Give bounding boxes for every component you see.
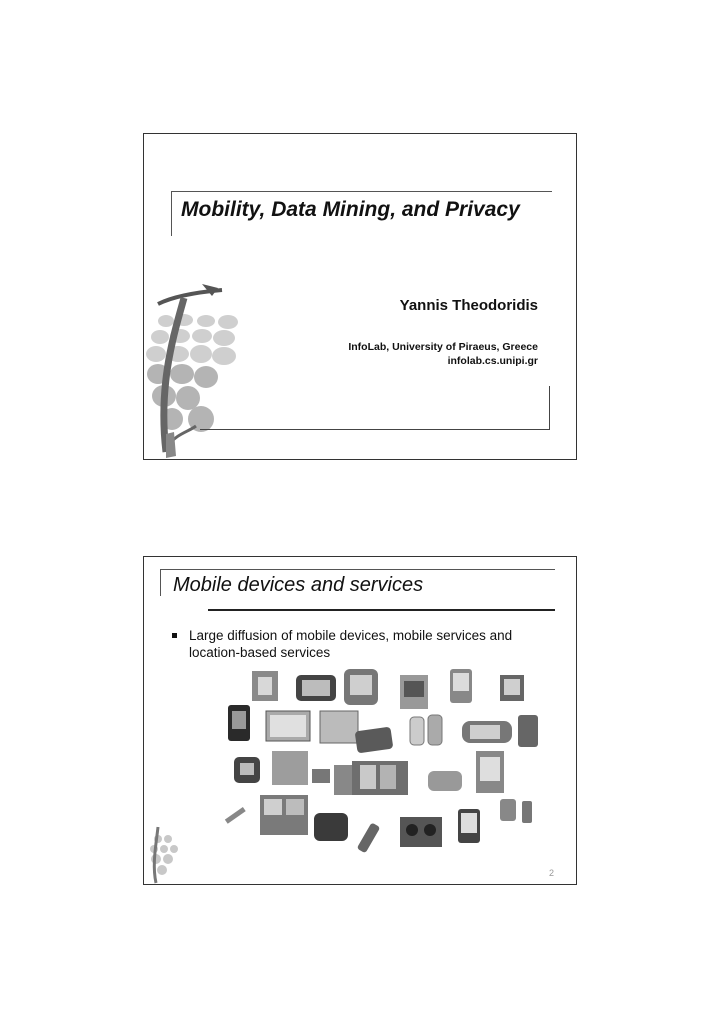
bullet-marker-icon: [172, 633, 177, 638]
affiliation-block: [348, 340, 538, 368]
page-number: 2: [548, 868, 554, 878]
grape-logo-icon: [144, 274, 254, 460]
website: infolab.cs.unipi.gr: [447, 355, 538, 367]
slide-title: Mobile devices and services: [173, 574, 424, 596]
title-underline: [208, 609, 555, 611]
author-name: Yannis Theodoridis: [399, 297, 538, 314]
device-collage-image: [214, 665, 544, 865]
title-slide: [143, 133, 577, 460]
bottom-frame: [200, 386, 550, 430]
bullet-text: Large diffusion of mobile devices, mobile services and location-based services: [189, 628, 513, 660]
affiliation: InfoLab, University of Piraeus, Greece: [348, 341, 538, 353]
grape-logo-icon: [144, 825, 184, 885]
slide-title: Mobility, Data Mining, and Privacy: [181, 198, 520, 221]
content-slide: [143, 556, 577, 885]
